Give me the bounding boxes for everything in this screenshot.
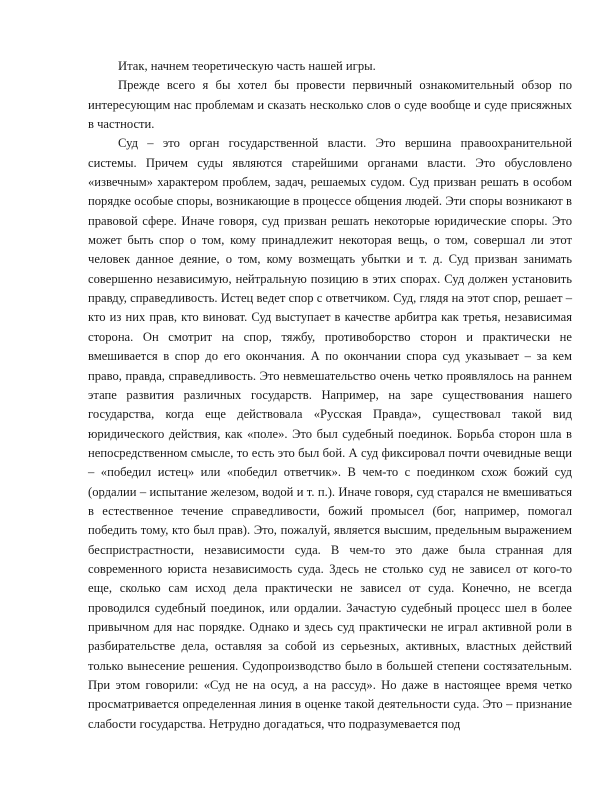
paragraph-overview: Прежде всего я бы хотел бы провести первичный ознакомительный обзор по интересующим нас проблемам и сказать несколько слов о суде вообще и суде присяжных в частности.	[88, 78, 572, 132]
paragraph-court: Суд – это орган государственной власти. Это вершина правоохранительной системы. Причем суды являются старейшими органами власти. Это обусловлено «извечным» характером проблем, задач, решаемых судом. Суд призван решать в особом порядке особые споры, возникающие в процессе общения людей. Эти споры возникают в правовой сфере. Иначе говоря, суд призван решать некоторые юридические споры. Это может быть спор о том, кому принадлежит некоторая вещь, о том, совершал ли этот человек данное деяние, о том, кому возмещать убытки и т. д. Суд призван занимать совершенно независимую, нейтральную позицию в этих спорах. Суд должен установить правду, справедливость. Истец ведет спор с ответчиком. Суд, глядя на этот спор, решает – кто из них прав, кто виноват. Суд выступает в качестве арбитра как третья, независимая сторона. Он смотрит на спор, тяжбу, противоборство сторон и практически не вмешивается в спор до его окончания. А по окончании спора суд указывает – за кем право, правда, справедливость. Это невмешательство очень четко проявлялось на раннем этапе развития различных государств. Например, на заре существования нашего государства, когда еще действовала «Русская Правда», существовал такой вид юридического действия, как «поле». Это был судебный поединок. Борьба сторон шла в непосредственном смысле, то есть это был бой. А суд фиксировал почти очевидные вещи – «победил истец» или «победил ответчик». В чем-то с поединком схож божий суд (ордалии – испытание железом, водой и т. п.). Иначе говоря, суд старался не вмешиваться в естественное течение справедливости, божий промысел (бог, например, помогал победить тому, кто был прав). Это, пожалуй, является высшим, предельным выражением беспристрастности, независимости суда. В чем-то это даже была странная для современного юриста независимость суда. Здесь не столько суд не зависел от кого-то еще, сколько сам исход дела практически не зависел от суда. Конечно, не всегда проводился судебный поединок, или ордалии. Зачастую судебный процесс шел в более привычном для нас порядке. Однако и здесь суд практически не играл активной роли в разбирательстве дела, оставляя за собой из серьезных, активных, властных действий только вынесение решения. Судопроизводство было в большей степени состязательным. При этом говорили: «Суд не на осуд, а на рассуд». Но даже в настоящее время четко просматривается определенная линия в оценке такой деятельности суда. Это – признание слабости государства. Нетрудно догадаться, что подразумевается под	[88, 136, 572, 731]
paragraph-intro: Итак, начнем теоретическую часть нашей игры.	[118, 59, 376, 73]
document-page	[88, 57, 572, 734]
